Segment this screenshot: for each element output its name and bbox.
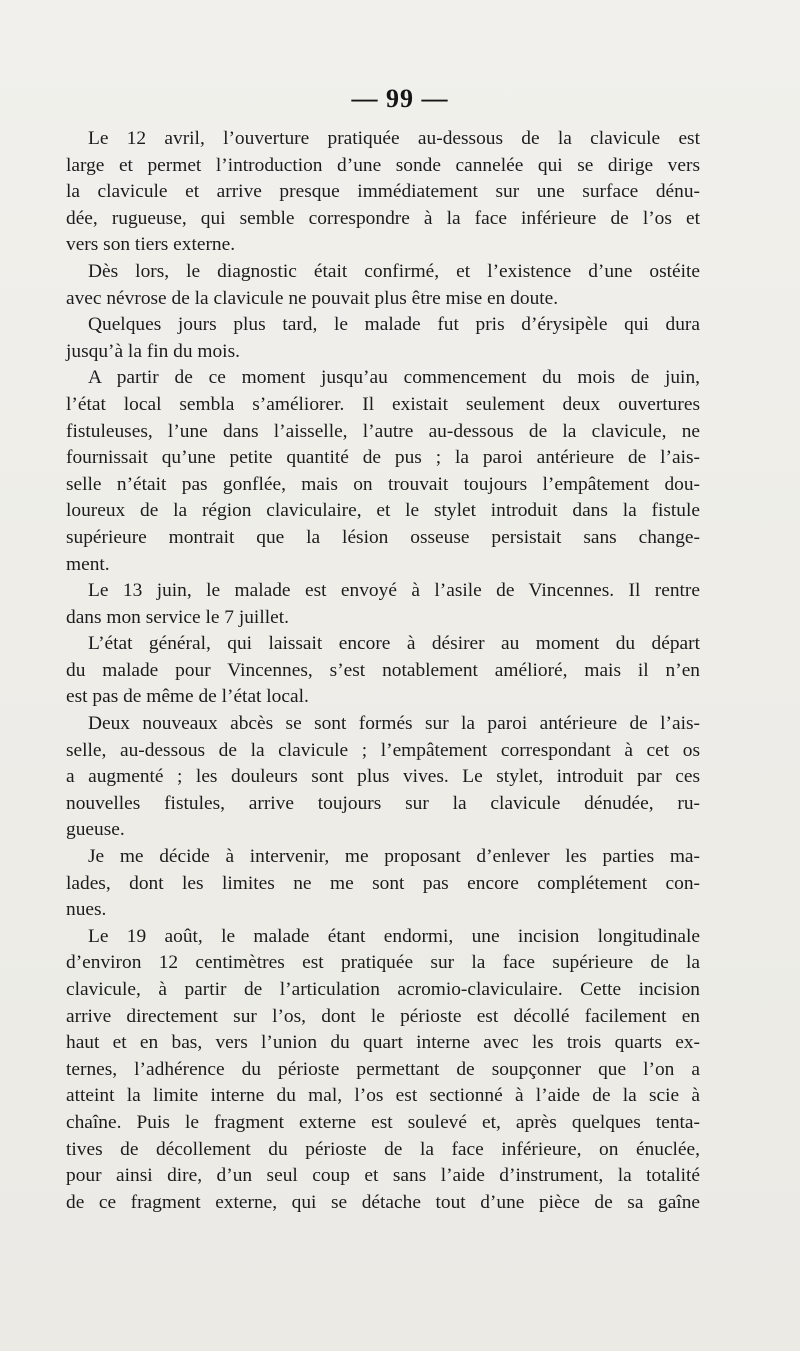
text-line: Quelques jours plus tard, le malade fut pris d’érysipèle qui dura [88, 314, 700, 336]
text-line: haut et en bas, vers l’union du quart interne avec les trois quarts ex- [66, 1032, 700, 1054]
text-line: d’environ 12 centimètres est pratiquée sur la face supérieure de la [66, 952, 700, 974]
text-line: arrive directement sur l’os, dont le périoste est décollé facilement en [66, 1005, 700, 1027]
text-line: supérieure montrait que la lésion osseuse persistait sans change- [66, 526, 700, 548]
text-line: nouvelles fistules, arrive toujours sur la clavicule dénudée, ru- [66, 792, 700, 814]
text-line: jusqu’à la fin du mois. [66, 340, 240, 362]
text-line: L’état général, qui laissait encore à désirer au moment du départ [88, 633, 700, 655]
text-line: Le 12 avril, l’ouverture pratiquée au-dessous de la clavicule est [88, 128, 700, 149]
text-line: selle, au-dessous de la clavicule ; l’empâtement correspondant à cet os [66, 739, 700, 761]
text-line: vers son tiers externe. [66, 234, 236, 256]
text-line: Dès lors, le diagnostic était confirmé, et l’existence d’une ostéite [88, 260, 700, 282]
text-line: l’état local sembla s’améliorer. Il existait seulement deux ouvertures [66, 393, 700, 415]
text-line: gueuse. [66, 819, 125, 841]
text-line: a augmenté ; les douleurs sont plus vives. Le stylet, introduit par ces [66, 766, 700, 788]
page-number: — 99 — [351, 84, 449, 113]
text-line: avec névrose de la clavicule ne pouvait plus être mise en doute. [66, 287, 559, 309]
text-line: clavicule, à partir de l’articulation acromio-claviculaire. Cette incision [66, 979, 700, 1000]
text-line: dée, rugueuse, qui semble correspondre à la face inférieure de l’os et [66, 207, 700, 229]
text-line: Je me décide à intervenir, me proposant d’enlever les parties ma- [88, 846, 700, 868]
text-line: atteint la limite interne du mal, l’os est sectionné à l’aide de la scie à [66, 1085, 700, 1107]
text-line: dans mon service le 7 juillet. [66, 606, 289, 628]
text-line: ternes, l’adhérence du périoste permettant de soupçonner que l’on a [66, 1058, 700, 1080]
text-line: est pas de même de l’état local. [66, 686, 309, 708]
text-line: la clavicule et arrive presque immédiatement sur une surface dénu- [66, 181, 700, 203]
text-line: Le 13 juin, le malade est envoyé à l’asile de Vincennes. Il rentre [88, 580, 700, 602]
text-line: ment. [66, 553, 110, 575]
text-line: lades, dont les limites ne me sont pas encore complétement con- [66, 872, 700, 894]
text-line: fournissait qu’une petite quantité de pus ; la paroi antérieure de l’ais- [66, 447, 700, 469]
text-line: pour ainsi dire, d’un seul coup et sans l’aide d’instrument, la totalité [66, 1165, 700, 1187]
text-line: nues. [66, 899, 107, 921]
text-line: large et permet l’introduction d’une sonde cannelée qui se dirige vers [66, 154, 700, 176]
text-line: chaîne. Puis le fragment externe est soulevé et, après quelques tenta- [66, 1111, 700, 1133]
text-line: Deux nouveaux abcès se sont formés sur la paroi antérieure de l’ais- [88, 713, 700, 735]
text-line: Le 19 août, le malade étant endormi, une incision longitudinale [88, 925, 700, 947]
text-line: loureux de la région claviculaire, et le stylet introduit dans la fistule [66, 500, 700, 522]
text-line: A partir de ce moment jusqu’au commencement du mois de juin, [88, 367, 700, 389]
text-line: de ce fragment externe, qui se détache tout d’une pièce de sa gaîne [66, 1191, 700, 1213]
body-text [66, 126, 700, 1216]
text-line: selle n’était pas gonflée, mais on trouvait toujours l’empâtement dou- [66, 473, 700, 495]
text-line: fistuleuses, l’une dans l’aisselle, l’autre au-dessous de la clavicule, ne [66, 420, 700, 442]
text-line: du malade pour Vincennes, s’est notablement amélioré, mais il n’en [66, 659, 700, 681]
text-line: tives de décollement du périoste de la face inférieure, on énuclée, [66, 1138, 700, 1160]
